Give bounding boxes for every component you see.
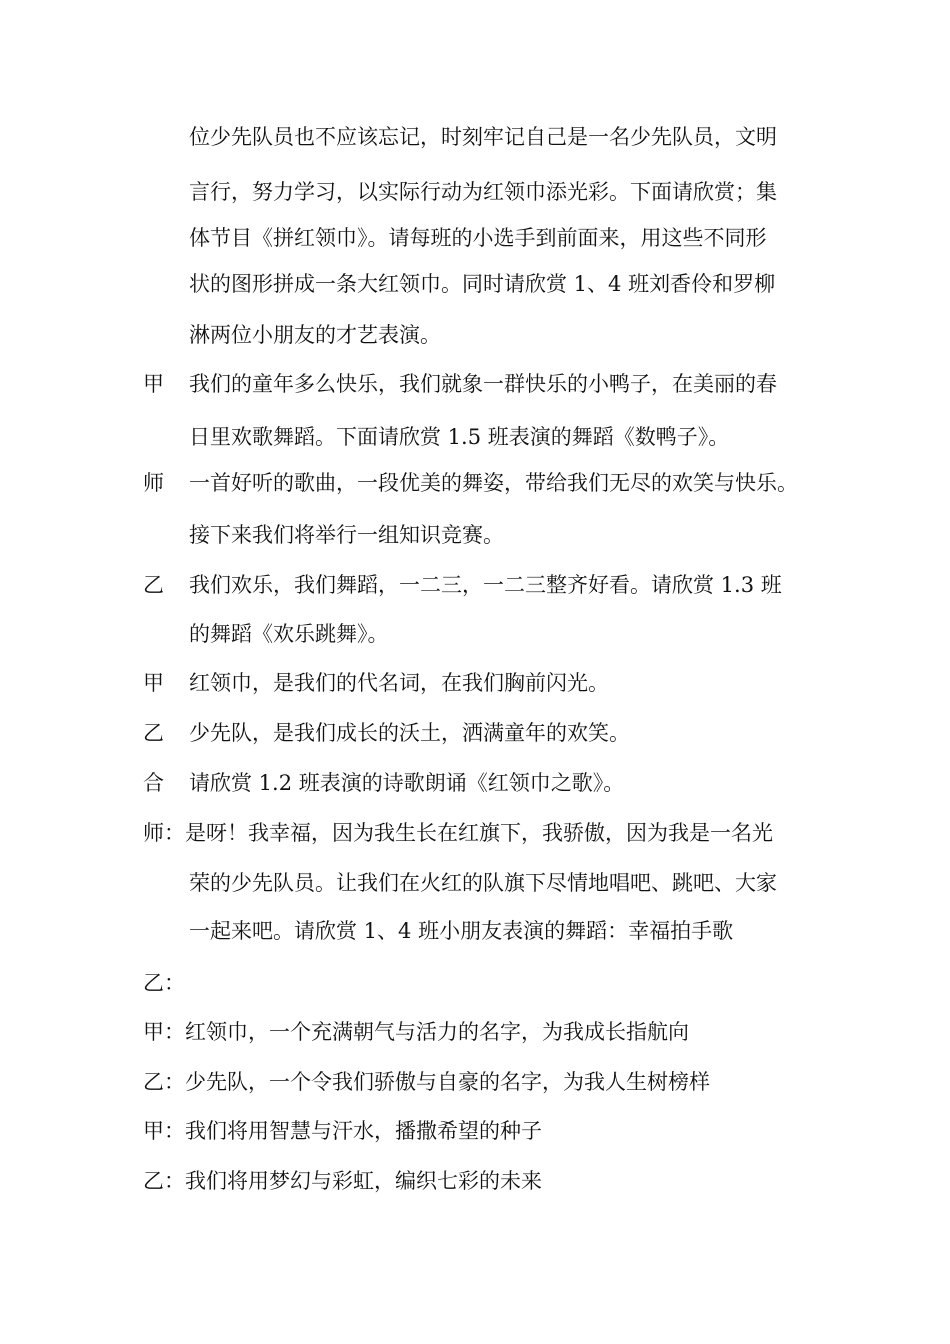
line-text: 位少先队员也不应该忘记，时刻牢记自己是一名少先队员，文明 (189, 125, 777, 149)
line-text: 甲：红领巾，一个充满朝气与活力的名字，为我成长指航向 (143, 1020, 689, 1044)
dialogue-line (0, 1166, 950, 1196)
dialogue-line (0, 968, 950, 998)
line-text: 请欣赏 1.2 班表演的诗歌朗诵《红领巾之歌》。 (189, 771, 625, 795)
line-text: 状的图形拼成一条大红领巾。同时请欣赏 1、4 班刘香伶和罗柳 (189, 272, 776, 296)
line-text: 一起来吧。请欣赏 1、4 班小朋友表演的舞蹈：幸福拍手歌 (189, 919, 734, 943)
speaker-label: 乙 (143, 721, 164, 745)
dialogue-line (0, 718, 950, 748)
text-line (0, 520, 950, 550)
text-line (0, 320, 950, 350)
speaker-label: 甲 (143, 671, 164, 695)
line-text: 言行，努力学习，以实际行动为红领巾添光彩。下面请欣赏；集 (189, 180, 777, 204)
text-line (0, 223, 950, 253)
line-text: 我们的童年多么快乐，我们就象一群快乐的小鸭子，在美丽的春 (189, 372, 777, 396)
line-text: 的舞蹈《欢乐跳舞》。 (189, 622, 389, 646)
line-text: 荣的少先队员。让我们在火红的队旗下尽情地唱吧、跳吧、大家 (189, 871, 777, 895)
speaker-label: 甲 (143, 372, 164, 396)
line-text: 接下来我们将举行一组知识竞赛。 (189, 523, 504, 547)
line-text: 乙：少先队，一个令我们骄傲与自豪的名字，为我人生树榜样 (143, 1070, 710, 1094)
speaker-label: 合 (143, 771, 164, 795)
text-line (0, 422, 950, 452)
dialogue-line (0, 1116, 950, 1146)
dialogue-line (0, 570, 950, 600)
text-line (0, 269, 950, 299)
dialogue-line (0, 768, 950, 798)
line-text: 日里欢歌舞蹈。下面请欣赏 1.5 班表演的舞蹈《数鸭子》。 (189, 425, 730, 449)
text-line (0, 619, 950, 649)
speaker-label: 师 (143, 471, 164, 495)
line-text: 乙：我们将用梦幻与彩虹，编织七彩的未来 (143, 1169, 542, 1193)
line-text: 体节目《拼红领巾》。请每班的小选手到前面来，用这些不同形 (189, 226, 767, 250)
dialogue-line (0, 818, 950, 848)
dialogue-line (0, 668, 950, 698)
line-text: 淋两位小朋友的才艺表演。 (189, 323, 441, 347)
dialogue-line (0, 1017, 950, 1047)
dialogue-line (0, 468, 950, 498)
line-text: 我们欢乐，我们舞蹈，一二三，一二三整齐好看。请欣赏 1.3 班 (189, 573, 782, 597)
text-line (0, 177, 950, 207)
line-text: 甲：我们将用智慧与汗水，播撒希望的种子 (143, 1119, 542, 1143)
line-text: 红领巾，是我们的代名词，在我们胸前闪光。 (189, 671, 609, 695)
line-text: 一首好听的歌曲，一段优美的舞姿，带给我们无尽的欢笑与快乐。 (189, 471, 798, 495)
line-text: 少先队，是我们成长的沃土，洒满童年的欢笑。 (189, 721, 630, 745)
line-text: 师：是呀！我幸福，因为我生长在红旗下，我骄傲，因为我是一名光 (143, 821, 773, 845)
text-line (0, 916, 950, 946)
dialogue-line (0, 1067, 950, 1097)
dialogue-line (0, 369, 950, 399)
text-line (0, 122, 950, 152)
speaker-label: 乙 (143, 573, 164, 597)
text-line (0, 868, 950, 898)
line-text: 乙： (143, 971, 185, 995)
